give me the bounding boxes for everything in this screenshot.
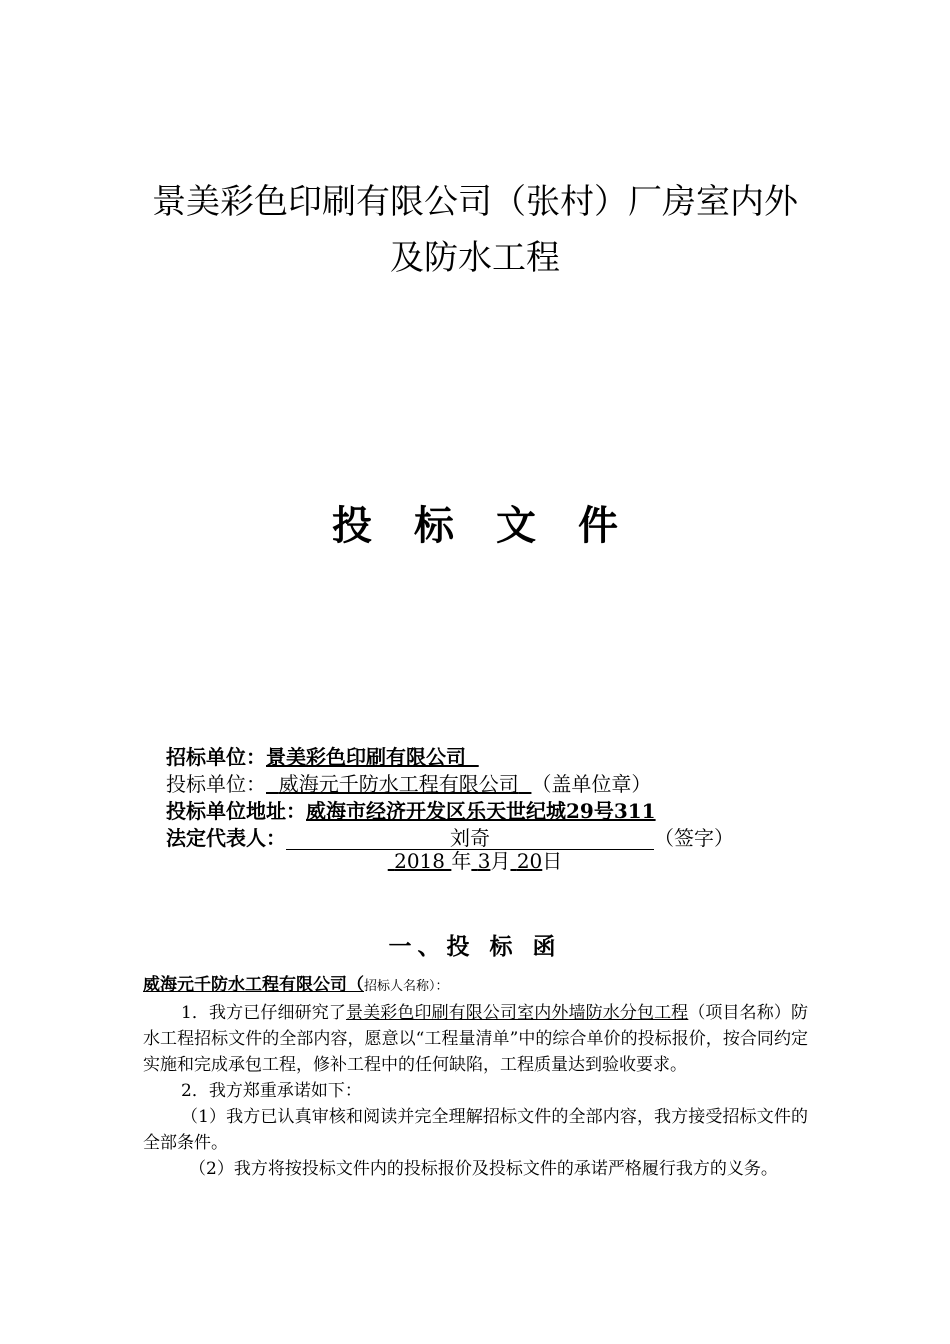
p1-rest: （项目名称）防水工程招标文件的全部内容，愿意以“工程量清单”中的综合单价的投标报价，按合同约定实施和完成承包工程，修补工程中的任何缺陷，工程质量达到验收要求。 <box>143 1003 809 1075</box>
legal-rep-signature-line <box>286 827 654 850</box>
date-row <box>0 848 950 875</box>
document-title <box>100 174 850 286</box>
tenderer-label: 招标单位： <box>166 745 266 769</box>
addressee-name: 威海元千防水工程有限公司（ <box>143 975 364 995</box>
date-day-unit: 日 <box>542 849 563 873</box>
addressee-note: 招标人名称）： <box>364 979 449 994</box>
date-day: 20 <box>516 849 543 873</box>
letter-paragraph-1 <box>143 1000 808 1078</box>
address-row <box>166 798 806 825</box>
p1-prefix: 1．我方已仔细研究了 <box>181 1003 346 1023</box>
legal-rep-note: （签字） <box>654 826 734 850</box>
letter-paragraph-3: （1）我方已认真审核和阅读并完全理解招标文件的全部内容，我方接受招标文件的全部条件。 <box>143 1107 808 1153</box>
date-year: 2018 <box>394 849 445 873</box>
p1-project-name: 景美彩色印刷有限公司室内外墙防水分包工程 <box>345 1003 689 1023</box>
date-month: 3 <box>477 849 491 873</box>
address-label: 投标单位地址： <box>166 799 306 823</box>
letter-paragraph-4: （2）我方将按投标文件内的投标报价及投标文件的承诺严格履行我方的义务。 <box>189 1159 778 1179</box>
doc-type-heading: 投标文件 <box>332 503 660 549</box>
letter-paragraph-2: 2．我方郑重承诺如下： <box>181 1081 362 1101</box>
tenderer-value: 景美彩色印刷有限公司 <box>266 745 466 769</box>
address-value: 威海市经济开发区乐天世纪城29号311 <box>306 799 656 823</box>
bid-info-block <box>166 744 806 852</box>
date-year-unit: 年 <box>451 849 472 873</box>
bidder-row <box>166 771 806 798</box>
bidder-label: 投标单位： <box>166 772 266 796</box>
tenderer-row <box>166 744 806 771</box>
legal-rep-value: 刘奇 <box>450 826 490 850</box>
letter-addressee <box>143 972 808 1000</box>
bidder-value: 威海元千防水工程有限公司 <box>278 772 519 796</box>
bidder-note: （盖单位章） <box>531 772 652 796</box>
title-line-2: 及防水工程 <box>390 238 560 278</box>
title-line-1: 景美彩色印刷有限公司（张村）厂房室内外 <box>152 182 798 222</box>
section-title: 一、投 标 函 <box>388 934 562 960</box>
bid-letter-body <box>143 972 808 1182</box>
legal-rep-label: 法定代表人： <box>166 826 286 850</box>
date-month-unit: 月 <box>490 849 511 873</box>
